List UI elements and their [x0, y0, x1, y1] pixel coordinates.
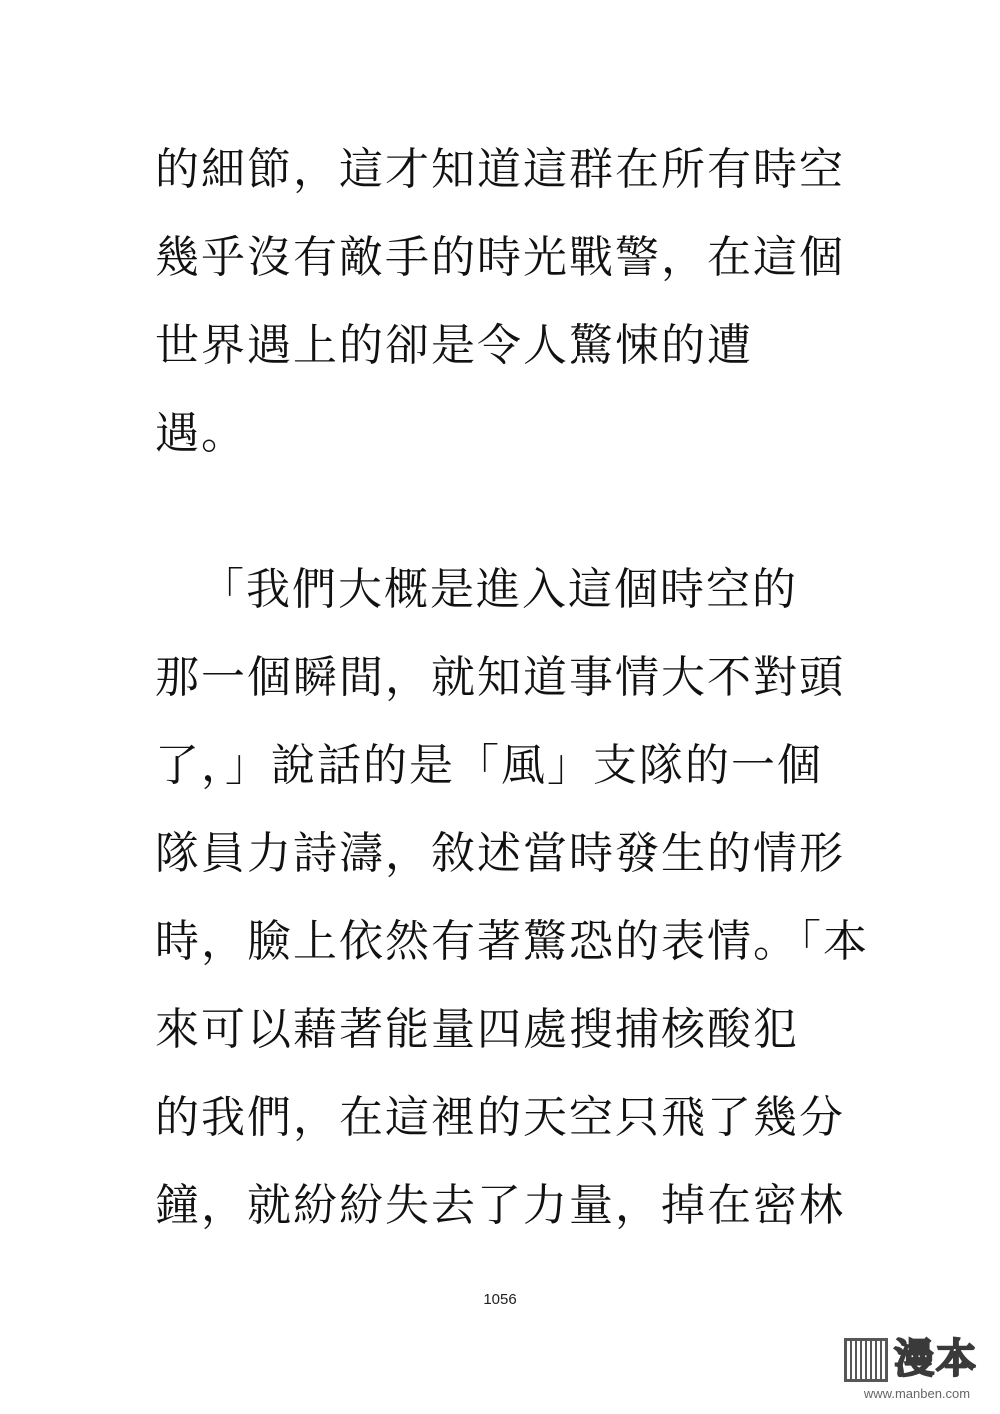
text-line: 時，臉上依然有著驚恐的表情。「本: [155, 916, 869, 967]
watermark-text: 漫本: [894, 1336, 978, 1382]
text-line: 來可以藉著能量四處搜捕核酸犯: [155, 1004, 799, 1055]
text-line: 的細節，這才知道這群在所有時空: [155, 144, 845, 195]
text-line: 隊員力詩濤，敘述當時發生的情形: [155, 828, 845, 879]
text-line: 那一個瞬間，就知道事情大不對頭: [155, 652, 845, 703]
text-line: 了，」說話的是「風」支隊的一個: [155, 740, 823, 791]
text-line: 遇。: [155, 408, 247, 459]
text-line: 鐘，就紛紛失去了力量，掉在密林: [155, 1180, 845, 1231]
watermark-url: www.manben.com: [863, 1386, 971, 1401]
text-line: 世界遇上的卻是令人驚悚的遭: [155, 320, 753, 371]
text-line: 幾乎沒有敵手的時光戰警，在這個: [155, 232, 845, 283]
text-line: 的我們，在這裡的天空只飛了幾分: [155, 1092, 845, 1143]
page-number: 1056: [483, 1291, 517, 1308]
watermark: [842, 1334, 992, 1406]
manben-logo-icon: [844, 1338, 888, 1382]
text-line: 「我們大概是進入這個時空的: [200, 564, 798, 615]
